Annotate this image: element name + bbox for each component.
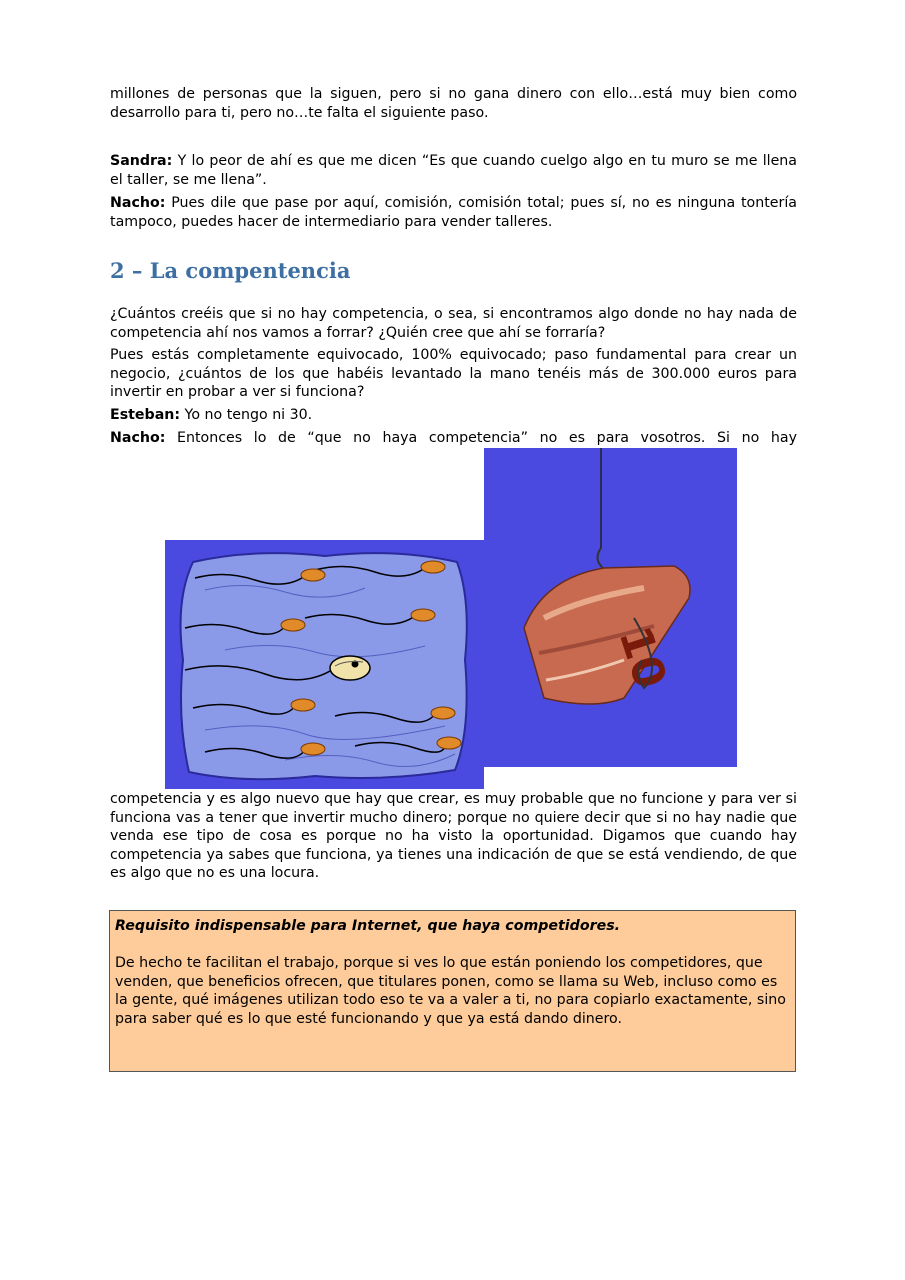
callout-text: De hecho te facilitan el trabajo, porque si ves lo que están poniendo los competidores, que venden, que beneficios ofrecen, que titulares ponen, como se llama su Web, incluso como es la gente, qué imágenes utilizan todo eso te va a valer a ti, no para copiarlo exactamente, sino para saber qué es lo que esté funcionando y que ya está dando dinero. bbox=[115, 955, 786, 1027]
dialogue-text: Yo no tengo ni 30. bbox=[180, 407, 313, 423]
banknote-hook-illustration bbox=[484, 448, 737, 767]
dialogue-text: Entonces lo de “que no haya competencia” no es para vosotros. Si no hay bbox=[165, 430, 797, 446]
callout-box bbox=[109, 910, 796, 1072]
paragraph-question: ¿Cuántos creéis que si no hay competencia, o sea, si encontramos algo donde no hay nada de competencia ahí nos vamos a forrar? ¿Quién cree que ahí se forraría? bbox=[110, 306, 797, 341]
speaker-nacho: Nacho: bbox=[110, 430, 166, 446]
speaker-sandra: Sandra: bbox=[110, 153, 173, 169]
dialogue-nacho-2 bbox=[110, 429, 797, 448]
sperm-race-illustration bbox=[165, 540, 484, 789]
speaker-esteban: Esteban: bbox=[110, 407, 181, 423]
dialogue-nacho-1 bbox=[110, 194, 797, 231]
paragraph-intro: millones de personas que la siguen, pero si no gana dinero con ello…está muy bien como desarrollo para ti, pero no…te falta el siguiente paso. bbox=[110, 86, 797, 121]
dialogue-esteban bbox=[110, 406, 797, 425]
dialogue-sandra bbox=[110, 152, 797, 189]
callout-title: Requisito indispensable para Internet, que haya competidores. bbox=[115, 918, 621, 934]
dialogue-text: Y lo peor de ahí es que me dicen “Es que cuando cuelgo algo en tu muro se me llena el taller, se me llena”. bbox=[110, 153, 797, 188]
dialogue-text: Pues dile que pase por aquí, comisión, comisión total; pues sí, no es ninguna tontería tampoco, puedes hacer de intermediario para vender talleres. bbox=[110, 195, 797, 230]
banknote-value: 10 bbox=[608, 620, 676, 695]
paragraph-conclusion: competencia y es algo nuevo que hay que crear, es muy probable que no funcione y para ver si funciona vas a tener que invertir mucho dinero; porque no quiere decir que si no hay nadie que venda ese tipo de cosa es porque no ha visto la oportunidad. Digamos que cuando hay competencia ya sabes que funciona, ya tienes una indicación de que se está vendiendo, de que es algo que no es una locura. bbox=[110, 791, 797, 882]
paragraph-equivocado: Pues estás completamente equivocado, 100% equivocado; paso fundamental para crear un negocio, ¿cuántos de los que habéis levantado la mano tenéis más de 300.000 euros para invertir en probar a ver si funciona? bbox=[110, 347, 797, 401]
speaker-nacho: Nacho: bbox=[110, 195, 166, 211]
section-heading: 2 – La compentencia bbox=[110, 258, 351, 283]
